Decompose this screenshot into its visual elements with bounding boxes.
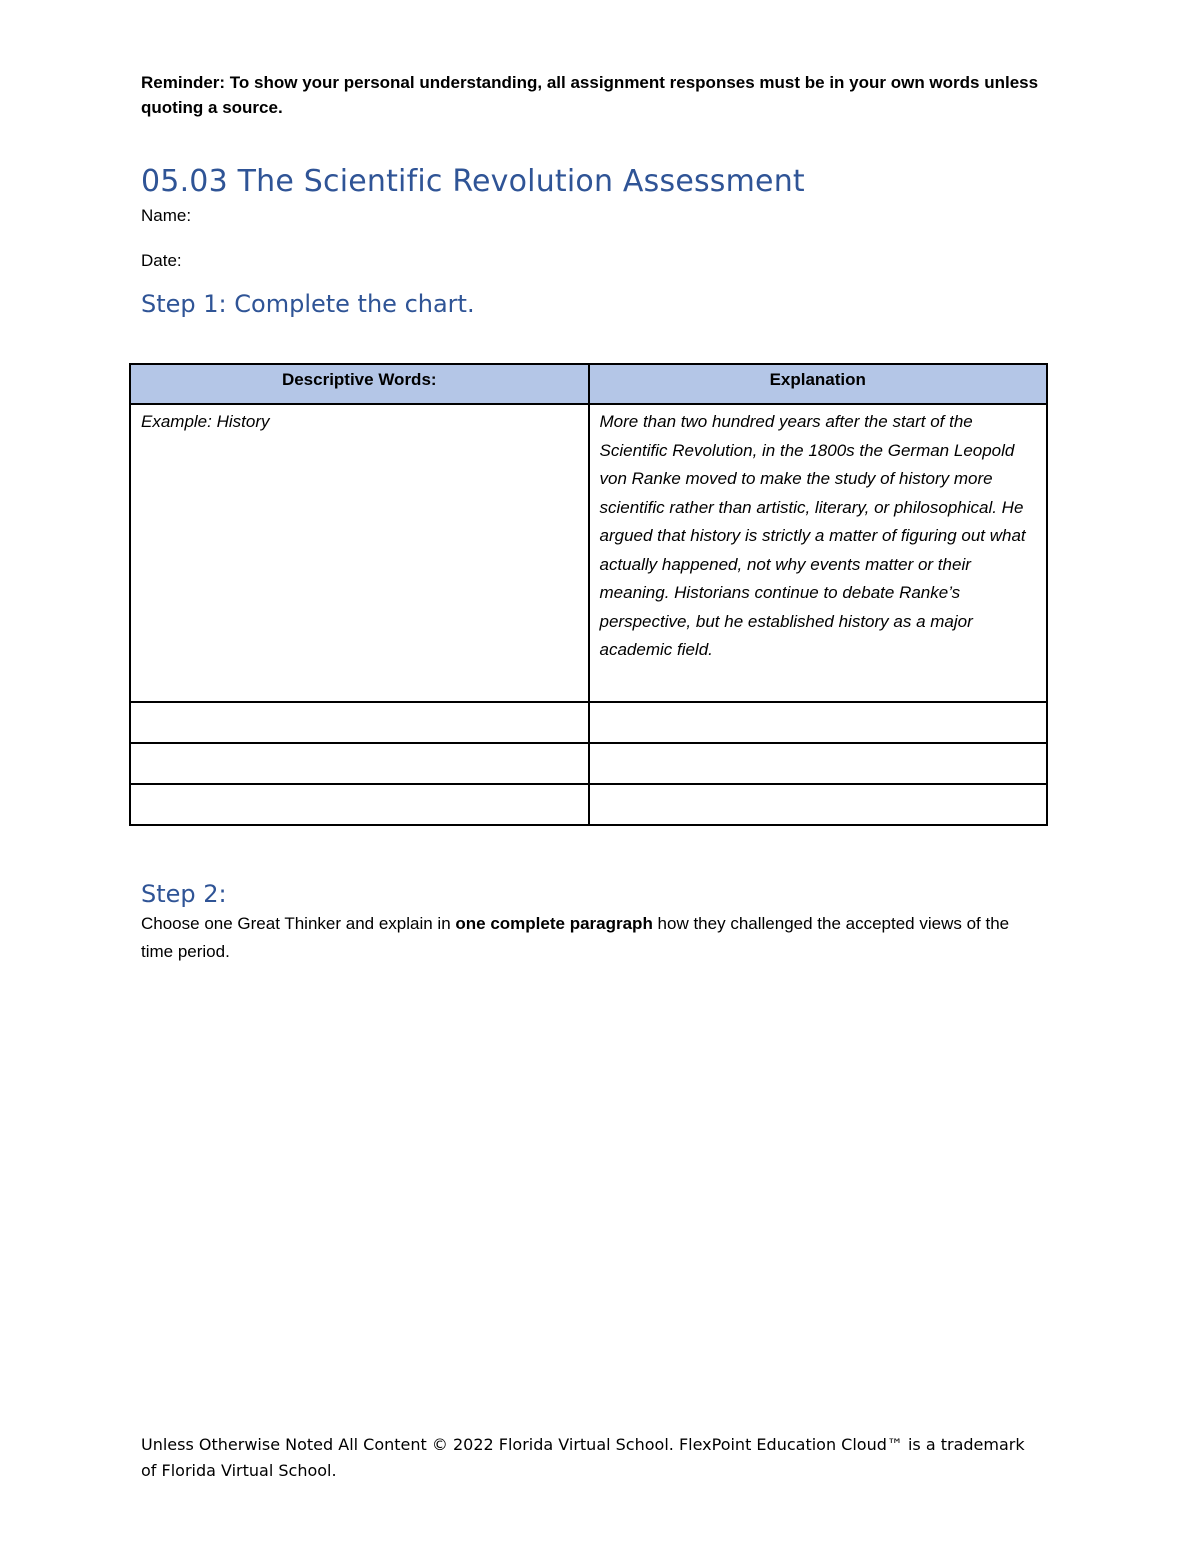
descriptive-word-input-cell[interactable] [130, 743, 589, 784]
descriptive-words-table [129, 363, 1048, 826]
step2-text-bold: one complete paragraph [455, 914, 653, 933]
example-word-text: Example: History [141, 412, 270, 431]
table-row [130, 702, 1047, 743]
copyright-footer: Unless Otherwise Noted All Content © 2022 Florida Virtual School. FlexPoint Education Cloud™ is a trademark of Florida Virtual School. [141, 1435, 1025, 1480]
table-row [130, 743, 1047, 784]
example-word-cell[interactable] [130, 404, 589, 702]
date-field-label: Date: [141, 251, 182, 270]
step2-heading: Step 2: [141, 880, 227, 908]
step2-text-before: Choose one Great Thinker and explain in [141, 914, 456, 933]
reminder-note: Reminder: To show your personal understanding, all assignment responses must be in your own words unless quoting a source. [141, 73, 1039, 117]
table-row-example [130, 404, 1047, 702]
step1-heading: Step 1: Complete the chart. [141, 290, 475, 318]
descriptive-word-input-cell[interactable] [130, 784, 589, 825]
explanation-input-cell[interactable] [589, 743, 1048, 784]
step2-instructions [141, 910, 1041, 966]
table-row [130, 784, 1047, 825]
descriptive-word-input-cell[interactable] [130, 702, 589, 743]
name-field-label: Name: [141, 206, 192, 225]
table-header-row [130, 364, 1047, 404]
explanation-input-cell[interactable] [589, 702, 1048, 743]
example-explanation-text: More than two hundred years after the start of the Scientific Revolution, in the 1800s the German Leopold von Ranke moved to make the study of history more scientific rather than artistic, literary, or philosophical. He argued that history is strictly a matter of figuring out what actually happened, not why events matter or their meaning. Historians continue to debate Ranke’s perspective, but he established history as a major academic field. [599, 412, 1026, 659]
step2-text-after: how they challenged the accepted views of the time period. [141, 914, 1010, 961]
header-descriptive-words: Descriptive Words: [130, 364, 589, 404]
explanation-input-cell[interactable] [589, 784, 1048, 825]
example-explanation-cell[interactable] [589, 404, 1048, 702]
header-explanation: Explanation [589, 364, 1048, 404]
page-title: 05.03 The Scientific Revolution Assessment [141, 164, 805, 199]
